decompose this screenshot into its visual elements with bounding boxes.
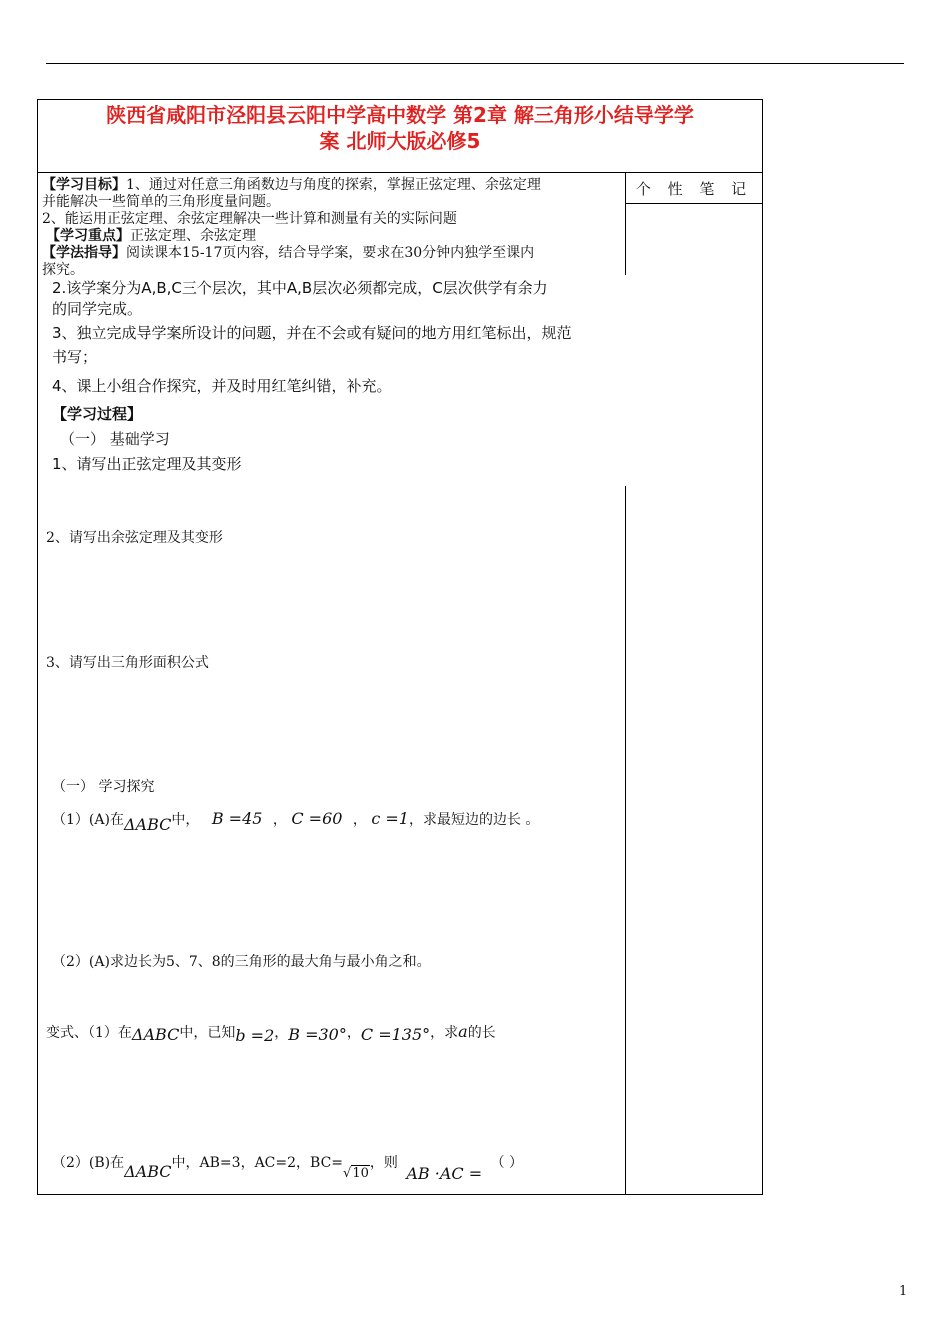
- question-2: 2、请写出余弦定理及其变形: [46, 530, 223, 546]
- focus-line: [46, 227, 256, 245]
- method-line-3b: 书写；: [52, 348, 98, 366]
- variant-1: 变式、（1）在ΔABC中，已知b =2，B =30°，C =135°，求a的长: [46, 1022, 496, 1045]
- focus-text: 正弦定理、余弦定理: [130, 228, 256, 244]
- variant-1-suffix: 的长: [467, 1025, 496, 1041]
- method-line-1b: 探究。: [42, 262, 84, 278]
- notes-column-divider-bottom: [625, 486, 626, 1195]
- variant-1-angle-c: C =135°: [360, 1025, 431, 1044]
- question-3: 3、请写出三角形面积公式: [46, 655, 209, 671]
- variant-1-triangle: ΔABC: [131, 1025, 180, 1044]
- variant-2-answer-blank: （ ）: [490, 1155, 524, 1171]
- method-label: 【学法指导】: [42, 245, 126, 261]
- problem-1-side-c: c =1: [371, 809, 409, 828]
- variant-1-ask: ，求: [430, 1025, 459, 1041]
- problem-1-triangle: ΔABC: [123, 815, 172, 834]
- problem-1-angle-b: B =45: [211, 809, 263, 828]
- goal-label: 【学习目标】: [42, 177, 126, 193]
- goal-line-2: 2、能运用正弦定理、余弦定理解决一些计算和测量有关的实际问题: [42, 211, 457, 227]
- problem-1-prefix: （1）(A)在: [52, 812, 124, 828]
- document-title-line1: 陕西省咸阳市泾阳县云阳中学高中数学 第2章 解三角形小结导学学: [106, 103, 694, 127]
- variant-1-mid: 中，已知: [179, 1025, 236, 1041]
- method-line-3a: 3、独立完成导学案所设计的问题，并在不会或有疑问的地方用红笔标出，规范: [52, 324, 572, 342]
- variant-2-triangle: ΔABC: [124, 1162, 172, 1181]
- problem-1-angle-c: C =60: [291, 809, 343, 828]
- goal-line-1b: 并能解决一些简单的三角形度量问题。: [42, 194, 280, 210]
- variant-1-prefix: 变式、（1）在: [46, 1025, 132, 1041]
- method-line-2a: 2.该学案分为A,B,C三个层次，其中A,B层次必须都完成，C层次供学有余力: [52, 279, 548, 297]
- notes-column-header: 个 性 笔 记: [635, 180, 753, 198]
- variant-2-mid: 中，AB=3，AC=2，BC=: [171, 1155, 344, 1171]
- method-line-1: [42, 244, 534, 262]
- variant-1-side-b: b =2: [235, 1026, 275, 1045]
- method-line-4: 4、课上小组合作探究，并及时用红笔纠错，补充。: [52, 377, 392, 395]
- variant-2-prefix: （2）(B)在: [52, 1155, 125, 1171]
- variant-2-expression: AB ·AC =: [406, 1164, 483, 1183]
- method-text-1a: 阅读课本15-17页内容，结合导学案，要求在30分钟内独学至课内: [126, 245, 535, 261]
- document-title-line2: 案 北师大版必修5: [319, 129, 481, 153]
- header-rule: [46, 63, 904, 64]
- variant-2-then: ，则: [369, 1155, 398, 1171]
- variant-1-side-a: a: [458, 1022, 468, 1041]
- problem-1-suffix: ，求最短边的边长 。: [408, 812, 540, 828]
- focus-label: 【学习重点】: [46, 228, 130, 244]
- title-separator: [37, 172, 763, 173]
- variant-1-angle-b: B =30°: [288, 1025, 347, 1044]
- notes-header-separator: [625, 203, 763, 204]
- goal-line-1: [42, 176, 541, 194]
- variant-2-sqrt-value: 10: [352, 1166, 369, 1181]
- page-number: 1: [899, 1284, 908, 1299]
- method-line-2b: 的同学完成。: [52, 300, 143, 318]
- section-explore: （一） 学习探究: [52, 779, 155, 795]
- section-basic: （一） 基础学习: [60, 430, 170, 448]
- problem-1: （1）(A)在ΔABC中， B =45 ， C =60 ， c =1，求最短边的边长 。: [52, 809, 540, 834]
- variant-2-sqrt: √10: [343, 1166, 369, 1181]
- problem-2: （2）(A)求边长为5、7、8的三角形的最大角与最小角之和。: [52, 954, 431, 970]
- goal-text-1a: 1、通过对任意三角函数边与角度的探索，掌握正弦定理、余弦定理: [126, 177, 541, 193]
- process-label: 【学习过程】: [52, 405, 143, 423]
- variant-2: [52, 1153, 524, 1183]
- question-1: 1、请写出正弦定理及其变形: [52, 455, 242, 473]
- problem-1-mid: 中，: [171, 812, 200, 828]
